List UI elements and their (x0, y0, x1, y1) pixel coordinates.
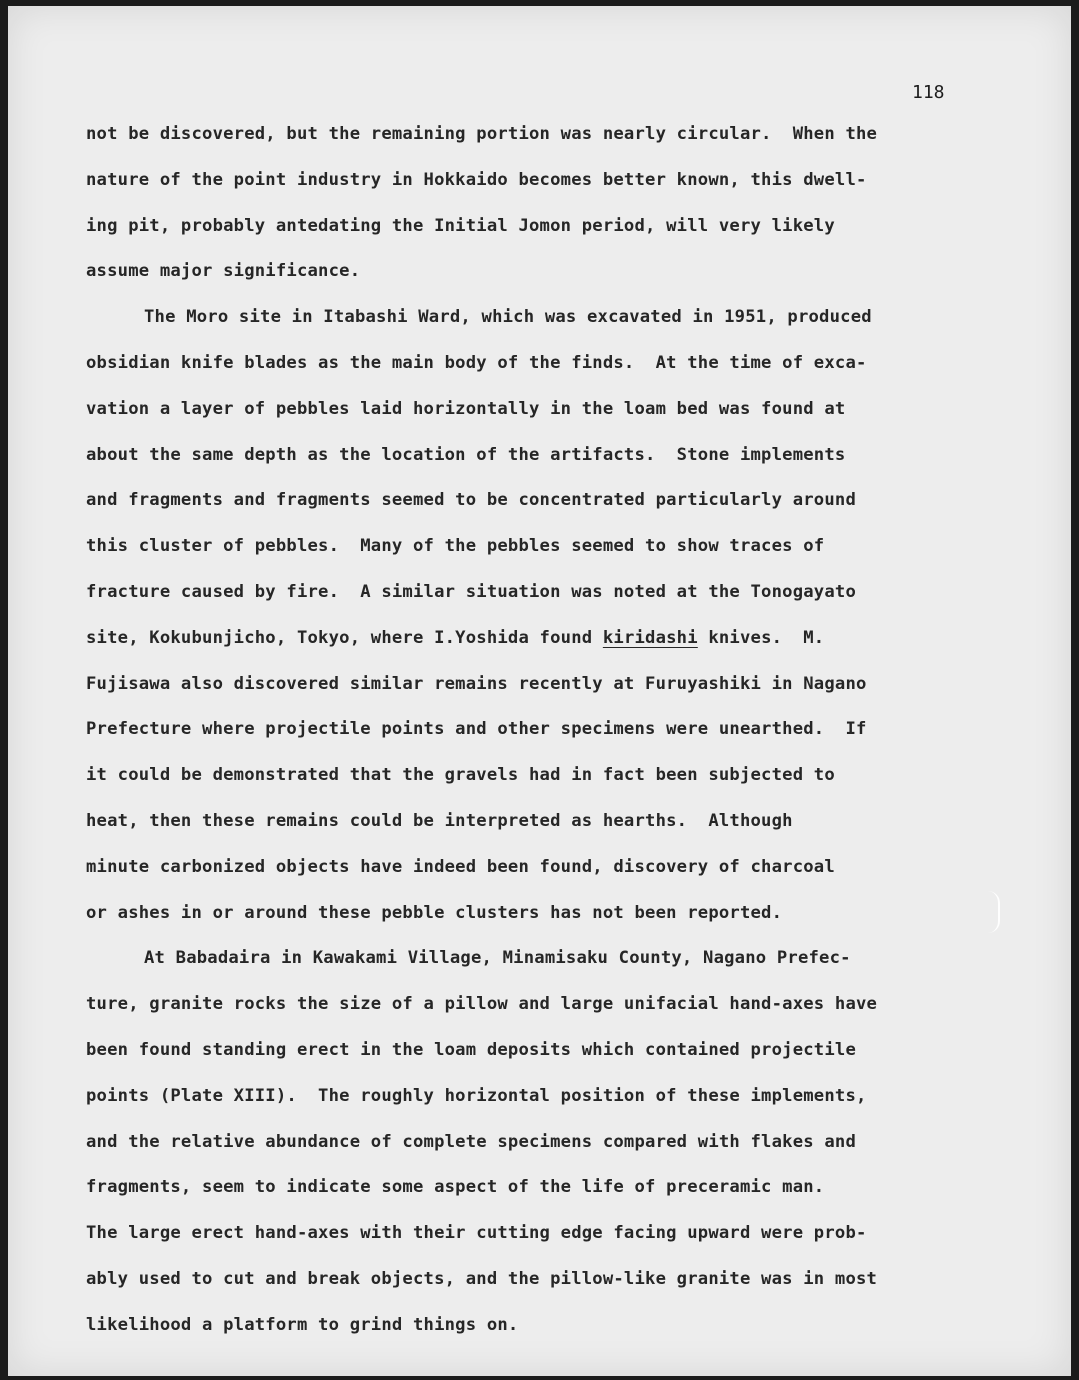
text-line: about the same depth as the location of the artifacts. Stone implements (86, 444, 846, 465)
text-line: not be discovered, but the remaining portion was nearly circular. When the (86, 124, 878, 144)
text-line: ing pit, probably antedating the Initial Jomon period, will very likely (86, 215, 835, 236)
document-page (8, 6, 1071, 1376)
text-line: Prefecture where projectile points and other specimens were unearthed. If (86, 719, 867, 740)
text-line: been found standing erect in the loam deposits which contained projectile (86, 1039, 856, 1060)
paragraph-start-line: At Babadaira in Kawakami Village, Minamisaku County, Nagano Prefec- (144, 948, 851, 969)
text-line: it could be demonstrated that the gravels had in fact been subjected to (86, 765, 835, 786)
text-line: Fujisawa also discovered similar remains recently at Furuyashiki in Nagano (86, 673, 867, 694)
text-segment: knives. M. (697, 627, 825, 648)
text-segment: site, Kokubunjicho, Tokyo, where I.Yoshida found (86, 627, 603, 648)
text-line: fragments, seem to indicate some aspect of the life of preceramic man. (86, 1177, 825, 1198)
text-line-with-underline (86, 616, 966, 662)
text-line: ably used to cut and break objects, and the pillow-like granite was in most (86, 1268, 878, 1289)
text-line: or ashes in or around these pebble clusters has not been reported. (86, 902, 783, 923)
text-line: vation a layer of pebbles laid horizontally in the loam bed was found at (86, 398, 846, 419)
body-text (86, 112, 966, 1349)
paragraph-start-line: The Moro site in Itabashi Ward, which was excavated in 1951, produced (144, 307, 872, 328)
text-line: assume major significance. (86, 261, 361, 282)
text-line: points (Plate XIII). The roughly horizontal position of these implements, (86, 1085, 867, 1106)
text-line: The large erect hand-axes with their cutting edge facing upward were prob- (86, 1223, 867, 1244)
text-line: ture, granite rocks the size of a pillow and large unifacial hand-axes have (86, 994, 878, 1015)
text-line: obsidian knife blades as the main body of the finds. At the time of exca- (86, 352, 867, 373)
text-line: minute carbonized objects have indeed been found, discovery of charcoal (86, 856, 835, 877)
text-line: fracture caused by fire. A similar situation was noted at the Tonogayato (86, 581, 856, 602)
page-number: 118 (912, 82, 945, 103)
text-line: nature of the point industry in Hokkaido becomes better known, this dwell- (86, 169, 867, 190)
text-line: this cluster of pebbles. Many of the pebbles seemed to show traces of (86, 536, 825, 557)
underlined-term: kiridashi (602, 627, 698, 648)
text-line: likelihood a platform to grind things on. (86, 1314, 519, 1335)
text-line: heat, then these remains could be interpreted as hearths. Although (86, 810, 793, 831)
text-line: and the relative abundance of complete specimens compared with flakes and (86, 1131, 856, 1152)
text-line: and fragments and fragments seemed to be concentrated particularly around (86, 490, 856, 511)
scan-mark (988, 891, 1000, 933)
